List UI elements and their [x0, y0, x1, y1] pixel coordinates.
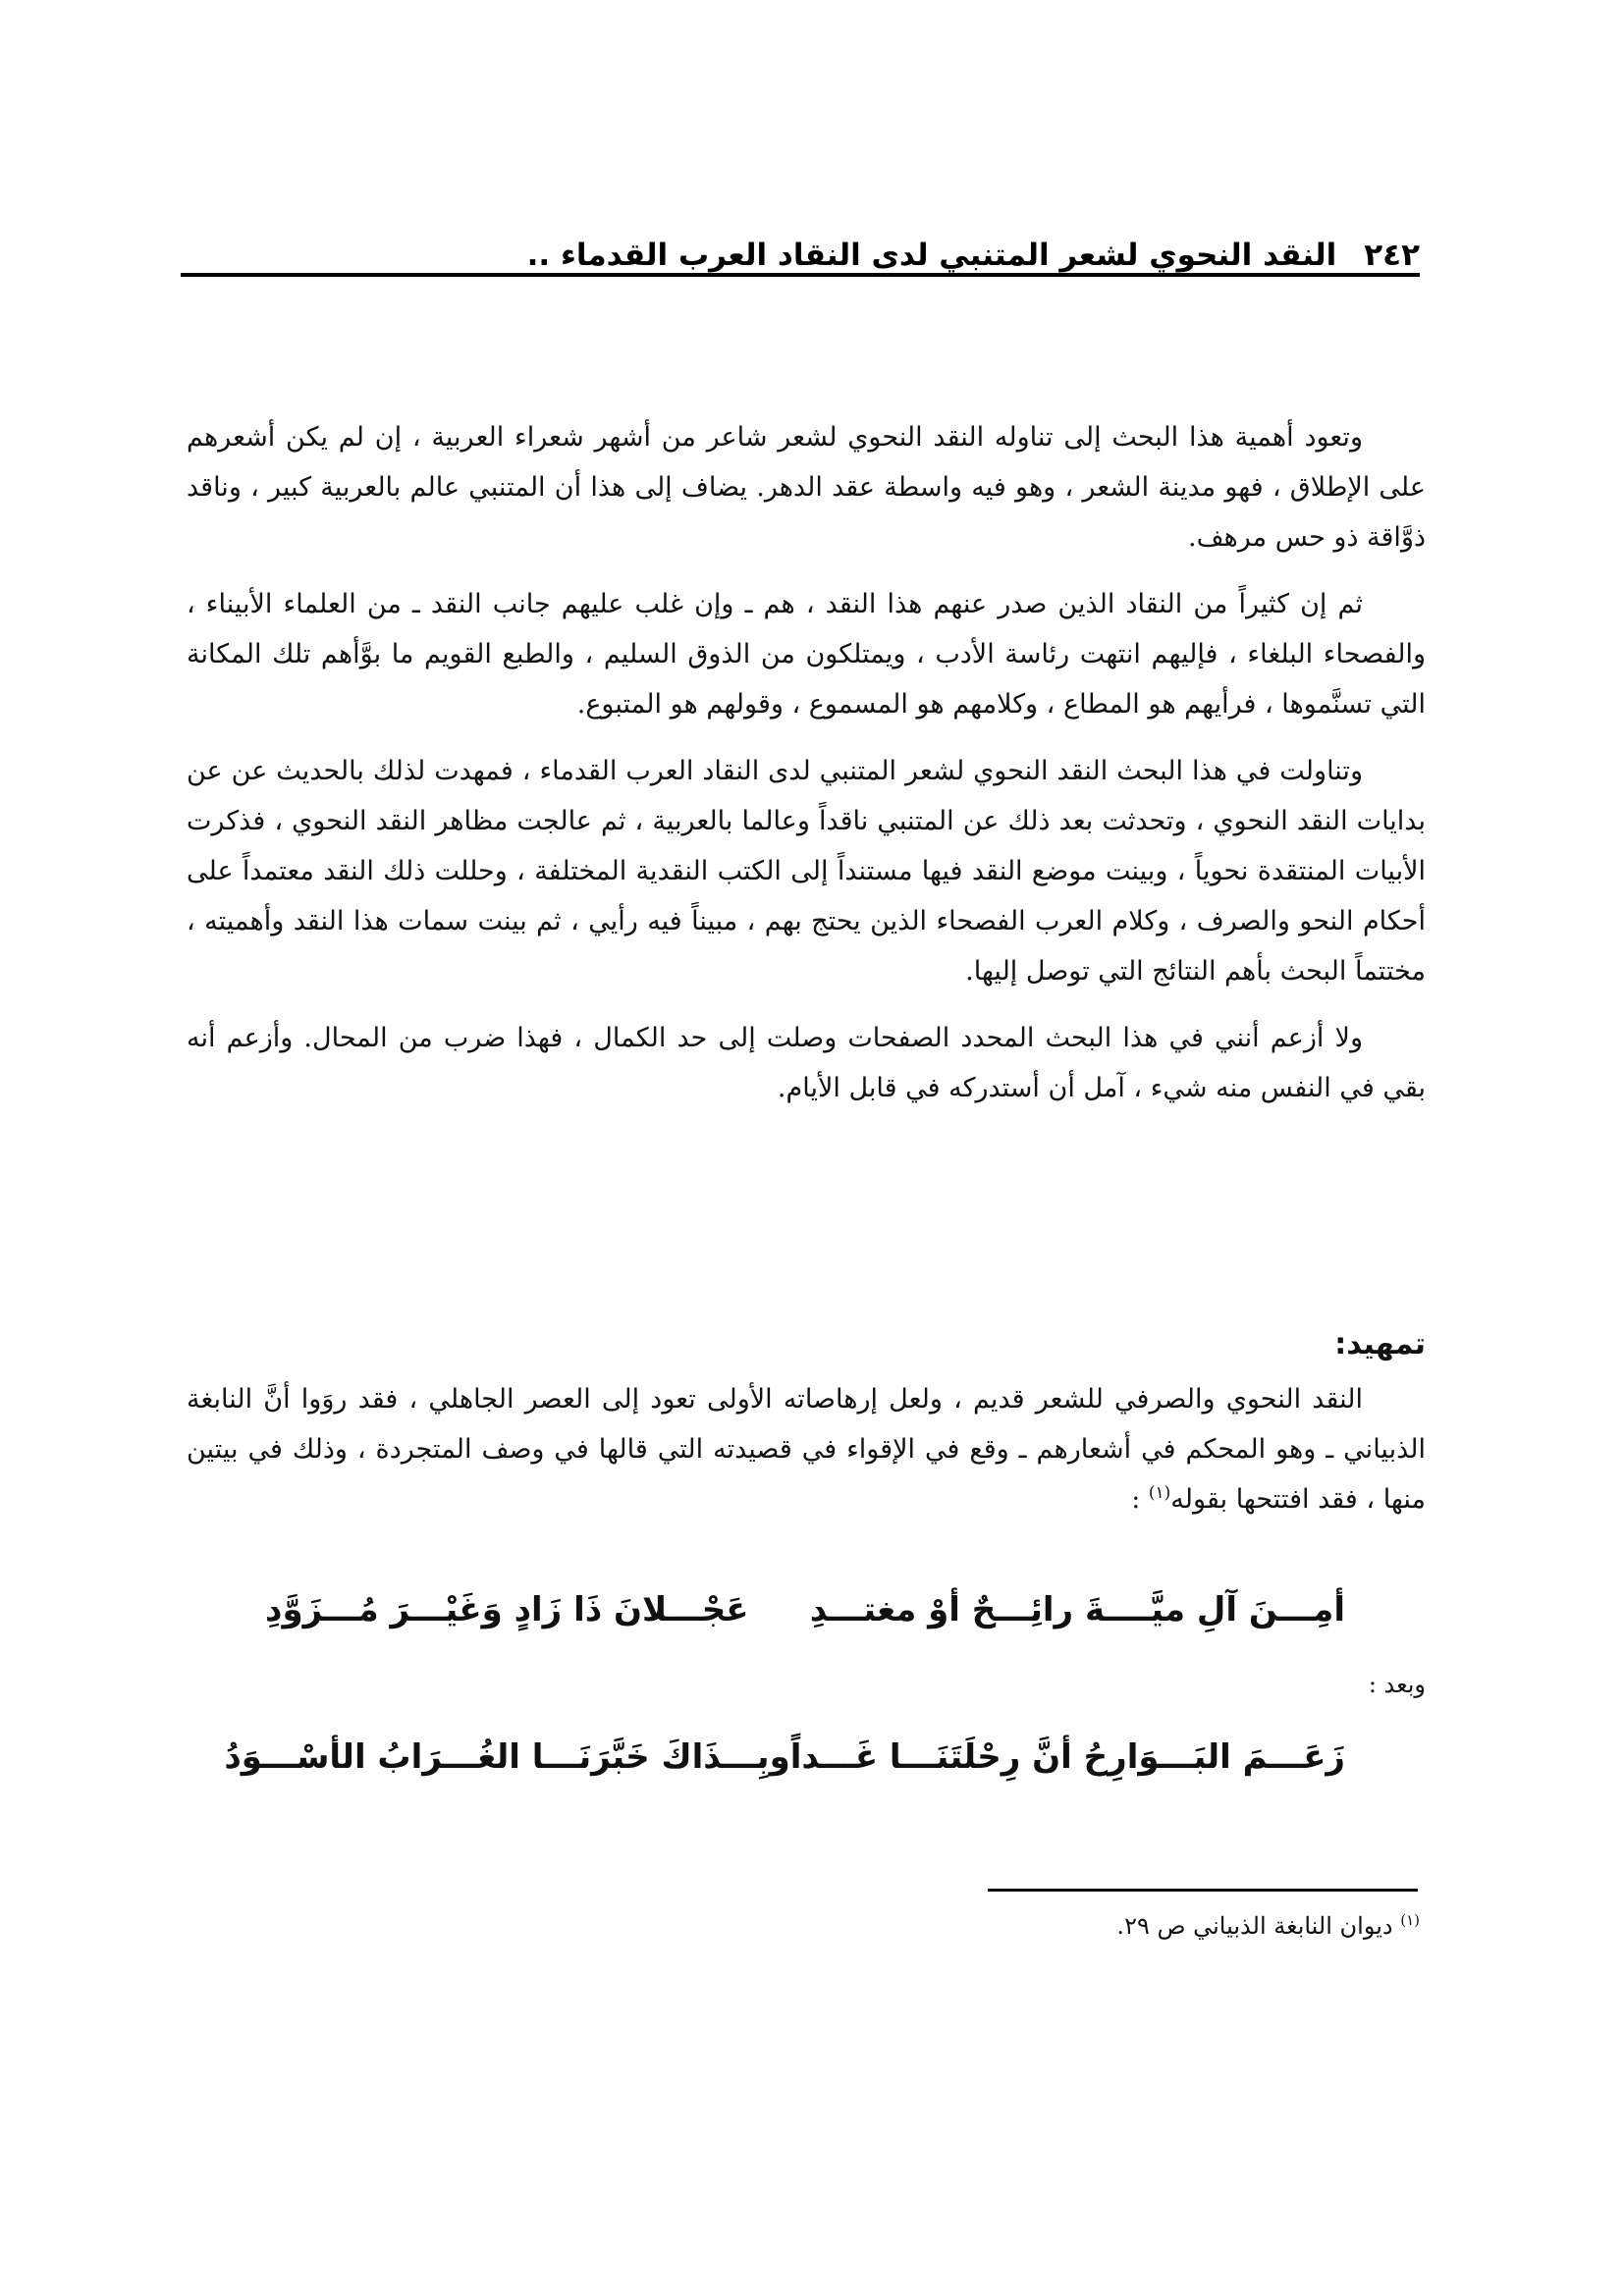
intro-colon: :	[1131, 1484, 1149, 1515]
verse-second-hemistich: عَجْـــلانَ ذَا زَادٍ وَغَيْـــرَ مُـــزَوَّدِ	[265, 1590, 749, 1629]
paragraph: وتناولت في هذا البحث النقد النحوي لشعر المتنبي لدى النقاد العرب القدماء ، فمهدت لذلك بالحديث عن عن بدايات النقد النحوي ، وتحدثت بعد ذلك عن المتنبي ناقداً وعالما بالعربية ، ثم عالجت مظاهر النقد النحوي ، فذكرت الأبيات المنتقدة نحوياً ، وبينت موضع النقد فيها مستنداً إلى الكتب النقدية المختلفة ، وحللت ذلك النقد معتمداً على أحكام النحو والصرف ، وكلام العرب الفصحاء الذين يحتج بهم ، مبيناً فيه رأيي ، ثم بينت سمات هذا النقد وأهميته ، مختتماً البحث بأهم النتائج التي توصل إليها.	[187, 756, 1426, 987]
paragraph: وتعود أهمية هذا البحث إلى تناوله النقد النحوي لشعر شاعر من أشهر شعراء العربية ، إن لم يكن أشعرهم على الإطلاق ، فهو مدينة الشعر ، وهو فيه واسطة عقد الدهر. يضاف إلى هذا أن المتنبي عالم بالعربية كبير ، وناقد ذوَّاقة ذو حس مرهف.	[187, 422, 1426, 553]
verse-line	[224, 1728, 1345, 1787]
footnote-rule	[988, 1889, 1418, 1892]
verse-first-hemistich: أمِـــنَ آلِ ميَّــــةَ رائِـــحٌ أوْ مغتـــدِ	[809, 1590, 1345, 1629]
paragraph: ولا أزعم أنني في هذا البحث المحدد الصفحات وصلت إلى حد الكمال ، فهذا ضرب من المحال. وأزعم أنه بقي في النفس منه شيء ، آمل أن أستدركه في قابل الأيام.	[187, 1023, 1426, 1103]
verse-second-hemistich: وبِـــذَاكَ خَبَّرَنَـــا الغُـــرَابُ الأسْـــوَدُ	[224, 1737, 790, 1777]
running-title: النقد النحوي لشعر المتنبي لدى النقاد العرب القدماء ..	[526, 238, 1337, 273]
page-number: ٢٤٢	[1364, 238, 1420, 273]
footnote	[187, 1906, 1420, 1946]
section-heading: تمهيد:	[1334, 1327, 1426, 1362]
verse-first-hemistich: زَعَـــمَ البَـــوَارِحُ أنَّ رِحْلَتَنَـــا غَـــداً	[789, 1737, 1345, 1777]
footnote-text: ديوان النابغة الذبياني ص ٢٩.	[1116, 1912, 1401, 1940]
verse-line	[265, 1580, 1345, 1639]
paragraph: ثم إن كثيراً من النقاد الذين صدر عنهم هذا النقد ، هم ـ وإن غلب عليهم جانب النقد ـ من العلماء الأبيناء ، والفصحاء البلغاء ، فإليهم انتهت رئاسة الأدب ، ويمتلكون من الذوق السليم ، والطبع القويم ما بوَّأهم تلك المكانة التي تسنَّموها ، فرأيهم هو المطاع ، وكلامهم هو المسموع ، وقولهم هو المتبوع.	[187, 589, 1426, 720]
footnote-marker: (١)	[1400, 1911, 1420, 1929]
after-label: وبعد :	[1368, 1671, 1426, 1698]
header-rule	[181, 273, 1420, 277]
intro-body: النقد النحوي والصرفي للشعر قديم ، ولعل إرهاصاته الأولى تعود إلى العصر الجاهلي ، فقد روَوا أنَّ النابغة الذبياني ـ وهو المحكم في أشعارهم ـ وقع في الإقواء في قصيدته التي قالها في وصف المتجردة ، وذلك في بيتين منها ، فقد افتتحها بقوله	[187, 1384, 1426, 1515]
running-header	[181, 214, 1420, 273]
intro-paragraph	[187, 1374, 1426, 1524]
body-text	[187, 412, 1426, 1130]
intro-text	[187, 1374, 1426, 1524]
footnote-reference[interactable]: (١)	[1148, 1483, 1171, 1503]
